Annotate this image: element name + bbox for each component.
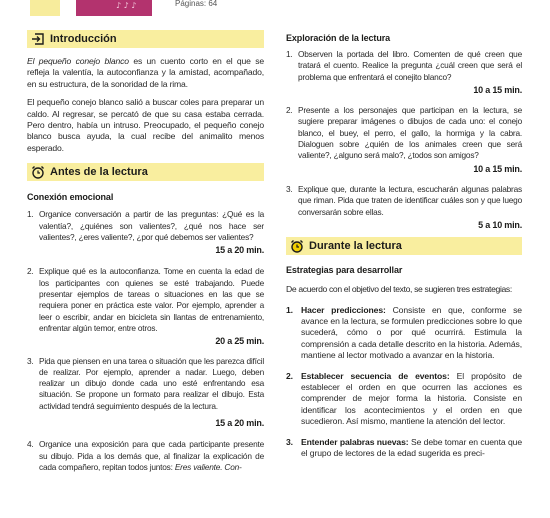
before-item-3: 3. Pida que piensen en una tarea o situación que les parezca difícil de realizar. Por ejemplo, aprender a nadar. Luego, deben realizar un dibujo donde cada uno esté enfrentando esa situación. Se propone un formato para realizar el dibujo. Esta actividad tendrá seguimiento después de la lectura. 15 a 20 min. xyxy=(27,355,264,428)
enter-arrow-icon xyxy=(31,32,45,46)
book-title-italic: El pequeño conejo blanco xyxy=(27,56,129,66)
item-time: 10 a 15 min. xyxy=(473,163,522,174)
page-tab xyxy=(30,0,60,16)
right-column xyxy=(286,30,522,459)
intro-header xyxy=(27,30,264,48)
intro-title: Introducción xyxy=(50,33,117,45)
before-reading-header xyxy=(27,163,264,181)
left-column xyxy=(27,30,264,473)
before-item-2: 2. Explique qué es la autoconfianza. Tome en cuenta la edad de los participantes con quienes se esté trabajando. Puede presentar ejemplos de tareas o situaciones en las que se requiera poner en práctica este valor. Por ejemplo, aprender a leer o escribir, andar en bicicleta sin llantas de entrenamiento, enfrentar algún temor, entre otros. 20 a 25 min. xyxy=(27,266,264,347)
strategies-subtitle: Estrategias para desarrollar xyxy=(286,265,403,276)
strategy-1: 1. Hacer predicciones: Consiste en que, conforme se avance en la lectura, se formulen predicciones sobre lo que sucederá, cómo o por qué ocurrirá. Estimula la comprensión a cada detalle descrito en la historia. Además, mantiene al lector motivado a avanzar en la historia. xyxy=(286,304,523,361)
item-time: 15 a 20 min. xyxy=(215,245,264,256)
exploration-item-1: 1. Observen la portada del libro. Comenten de qué creen que tratará el cuento. Realice la pregunta ¿cuál creen que será el problema que enfrentará el conejito blanco? 10 a 15 min. xyxy=(286,49,522,95)
exploration-item-2: 2. Presente a los personajes que participan en la lectura, se sugiere preparar imágenes o dibujos de cada uno: el conejo blanco, el buey, el perro, el gallo, la hormiga y la cabra. Dialoguen sobre ¿quién de los animales creen que será valiente?, ¿alguno será malo?, ¿todos son amigos? 10 a 15 min. xyxy=(286,105,522,174)
exploration-subtitle: Exploración de la lectura xyxy=(286,33,391,43)
top-strip xyxy=(0,0,550,20)
before-item-4: 4. Organice una exposición para que cada participante presente su dibujo. Pida a los demás que, al finalizar la explicación de cada compañero, repitan todos juntos: Eres valiente. Con- xyxy=(27,439,264,472)
during-reading-title: Durante la lectura xyxy=(309,240,402,253)
item-time: 10 a 15 min. xyxy=(473,84,522,95)
emotional-connection-subtitle: Conexión emocional xyxy=(27,192,114,203)
strategies-intro: De acuerdo con el objetivo del texto, se sugieren tres estrategias: xyxy=(286,284,512,295)
intro-paragraph-2: El pequeño conejo blanco salió a buscar coles para preparar un caldo. Al regresar, se percató de que su casa estaba cerrada. Pero dentro, había un intruso. Preocupado, el pequeño conejo blanco busca ayuda, la cual recibe del animalito menos esperado. xyxy=(27,97,264,153)
item-time: 5 a 10 min. xyxy=(478,219,522,230)
exploration-item-3: 3. Explique que, durante la lectura, escucharán algunas palabras que riman. Pida que traten de identificar cuáles son y que luego conversarán sobre ellas. 5 a 10 min. xyxy=(286,183,522,230)
before-reading-title: Antes de la lectura xyxy=(50,166,148,179)
header-word: Páginas: 64 xyxy=(175,0,218,8)
item-time: 15 a 20 min. xyxy=(215,418,264,428)
strategy-2: 2. Establecer secuencia de eventos: El propósito de establecer el orden en que ocurren las acciones es comprender de mejor forma la historia. Consiste en identificar los acontecimientos y el orden en que sucedieron. Así mismo, mantiene la atención del lector. xyxy=(286,370,522,427)
alarm-clock-icon xyxy=(31,165,45,179)
during-reading-header xyxy=(286,237,522,255)
book-thumb-text: ♪ ♪ ♪ xyxy=(116,1,137,10)
intro-paragraph-1: El pequeño conejo blanco es un cuento corto en el que se refleja la valentía, la autoconfianza y la amistad, acompañado, en su estructura, de la sonoridad de la rima. xyxy=(27,56,264,89)
strategy-3: 3. Entender palabras nuevas: Se debe tomar en cuenta que el grupo de lectores de la edad sugerida es preci- xyxy=(286,436,522,459)
alarm-clock-icon xyxy=(290,239,304,253)
item-time: 20 a 25 min. xyxy=(215,336,264,347)
book-cover-thumbnail xyxy=(76,0,152,16)
before-item-1: 1. Organice conversación a partir de las preguntas: ¿Qué es la valentía?, ¿quiénes son valientes?, ¿qué nos hace ser valientes?, ¿eres valiente?, ¿por qué debemos ser valientes? 15 a 20 min. xyxy=(27,209,264,256)
